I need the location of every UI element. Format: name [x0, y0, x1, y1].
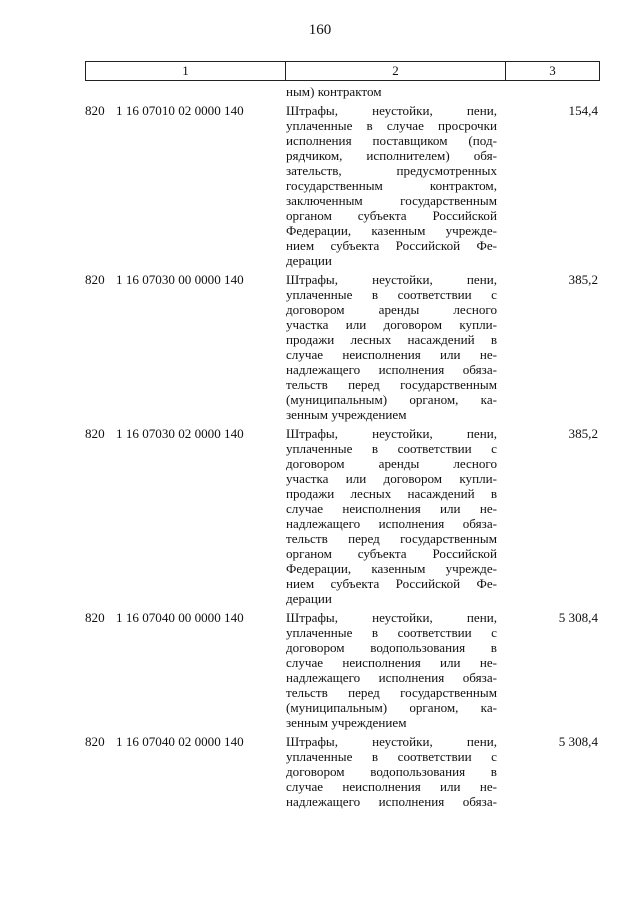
description-line: нием субъекта Российской Фе-: [286, 576, 497, 591]
admin-code: 820: [85, 103, 105, 118]
description-line: надлежащего исполнения обяза-: [286, 362, 497, 377]
table-row: [85, 426, 600, 606]
description-line: надлежащего исполнения обяза-: [286, 670, 497, 685]
page-number: 160: [308, 22, 332, 38]
table-row: [85, 610, 600, 730]
description-line: продажи лесных насаждений в: [286, 332, 497, 347]
description-line: зательств, предусмотренных: [286, 163, 497, 178]
description-line: договором водопользования в: [286, 764, 497, 779]
row-code-cell: [85, 103, 286, 268]
description-line: уплаченные в соответствии с: [286, 625, 497, 640]
admin-code: 820: [85, 426, 105, 441]
description-line: зенным учреждением: [286, 715, 407, 730]
row-value: 385,2: [568, 426, 598, 441]
description-line: уплаченные в соответствии с: [286, 749, 497, 764]
row-code-cell: [85, 272, 286, 422]
row-description: [286, 610, 497, 730]
description-line: исполнения поставщиком (под-: [286, 133, 497, 148]
table-header: [85, 61, 600, 81]
admin-code: 820: [85, 610, 105, 625]
admin-code: 820: [85, 272, 105, 287]
description-line: органом субъекта Российской: [286, 208, 497, 223]
header-col-1: 1: [86, 62, 286, 80]
description-line: уплаченные в соответствии с: [286, 287, 497, 302]
description-line: участка или договором купли-: [286, 471, 497, 486]
description-line: Штрафы, неустойки, пени,: [286, 103, 497, 118]
description-line: участка или договором купли-: [286, 317, 497, 332]
description-line: уплаченные в случае просрочки: [286, 118, 497, 133]
row-description: [286, 426, 497, 606]
description-line: уплаченные в соответствии с: [286, 441, 497, 456]
description-line: органом субъекта Российской: [286, 546, 497, 561]
description-line: дерации: [286, 591, 332, 606]
table-rows: [85, 103, 600, 809]
header-col-2: 2: [286, 62, 506, 80]
budget-code: 1 16 07040 02 0000 140: [116, 734, 244, 749]
description-line: случае неисполнения или не-: [286, 347, 497, 362]
table-row: [85, 103, 600, 268]
description-line: случае неисполнения или не-: [286, 655, 497, 670]
description-line: тельств перед государственным: [286, 531, 497, 546]
description-line: договором водопользования в: [286, 640, 497, 655]
row-description: [286, 272, 497, 422]
row-code-cell: [85, 734, 286, 809]
budget-code: 1 16 07030 02 0000 140: [116, 426, 244, 441]
description-line: дерации: [286, 253, 332, 268]
row-code-cell: [85, 610, 286, 730]
description-line: нием субъекта Российской Фе-: [286, 238, 497, 253]
description-line: Штрафы, неустойки, пени,: [286, 610, 497, 625]
row-value: 5 308,4: [558, 734, 598, 749]
row-value: 154,4: [568, 103, 598, 118]
description-line: Федерации, казенным учрежде-: [286, 561, 497, 576]
description-line: договором аренды лесного: [286, 456, 497, 471]
budget-code: 1 16 07040 00 0000 140: [116, 610, 244, 625]
description-line: тельств перед государственным: [286, 377, 497, 392]
description-line: (муниципальным) органом, ка-: [286, 392, 497, 407]
description-line: зенным учреждением: [286, 407, 407, 422]
description-line: заключенным государственным: [286, 193, 497, 208]
description-line: случае неисполнения или не-: [286, 501, 497, 516]
description-line: Штрафы, неустойки, пени,: [286, 426, 497, 441]
description-line: рядчиком, исполнителем) обя-: [286, 148, 497, 163]
row-code-cell: [85, 426, 286, 606]
description-line: Федерации, казенным учрежде-: [286, 223, 497, 238]
description-line: надлежащего исполнения обяза-: [286, 516, 497, 531]
description-line: договором аренды лесного: [286, 302, 497, 317]
continuation-text: ным) контрактом: [286, 84, 382, 99]
table-row: [85, 272, 600, 422]
budget-code: 1 16 07010 02 0000 140: [116, 103, 244, 118]
description-line: (муниципальным) органом, ка-: [286, 700, 497, 715]
row-value: 5 308,4: [558, 610, 598, 625]
description-line: Штрафы, неустойки, пени,: [286, 272, 497, 287]
row-value: 385,2: [568, 272, 598, 287]
description-line: тельств перед государственным: [286, 685, 497, 700]
row-description: [286, 734, 497, 809]
description-line: продажи лесных насаждений в: [286, 486, 497, 501]
row-description: [286, 103, 497, 268]
table-row: [85, 734, 600, 809]
budget-code: 1 16 07030 00 0000 140: [116, 272, 244, 287]
header-col-3: 3: [549, 63, 556, 78]
description-line: Штрафы, неустойки, пени,: [286, 734, 497, 749]
description-line: надлежащего исполнения обяза-: [286, 794, 497, 809]
admin-code: 820: [85, 734, 105, 749]
description-line: случае неисполнения или не-: [286, 779, 497, 794]
description-line: государственным контрактом,: [286, 178, 497, 193]
table-body: [85, 84, 600, 809]
